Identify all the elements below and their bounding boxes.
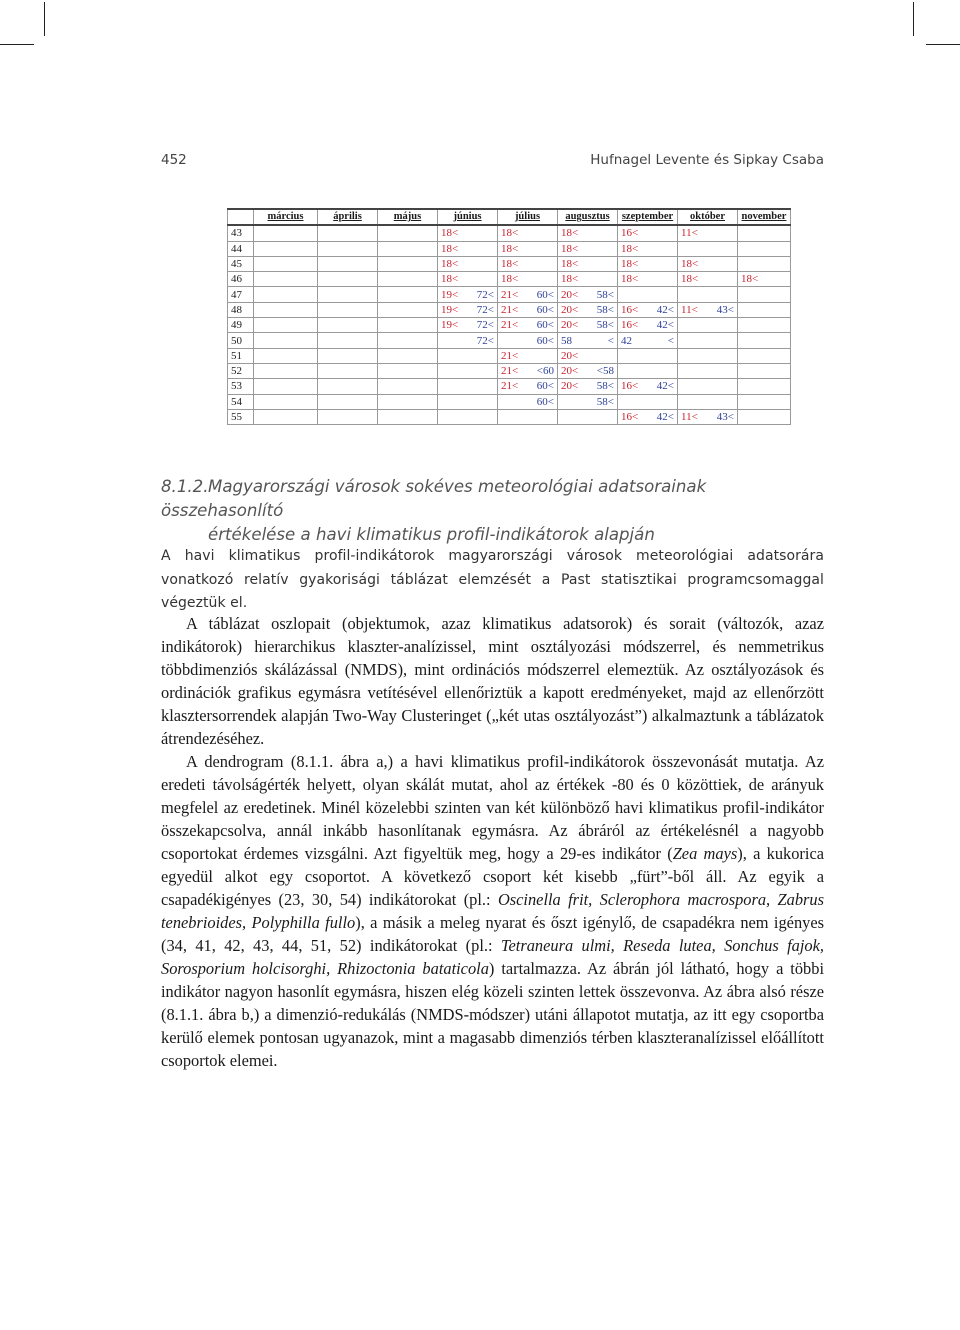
table-cell [678,225,738,241]
table-cell [558,256,618,271]
table-cell [558,409,618,424]
cell-upper-bound: 72< [476,303,494,316]
column-header: november [738,209,791,225]
cell-upper-bound: 42< [656,319,674,332]
table-cell [318,394,378,409]
row-label: 44 [228,241,254,256]
table-cell [618,225,678,241]
table-cell [558,241,618,256]
cell-lower-bound: 42 [621,334,632,347]
table-cell [558,363,618,378]
table-header-row [228,209,791,225]
species-name: Oscinella frit, Sclerophora macrospora, Zabrus tenebrioides, Polyphilla fullo [161,890,824,932]
table-cell [318,272,378,287]
cell-upper-bound: 60< [536,288,554,301]
table-cell [498,409,558,424]
crop-mark [926,44,960,45]
row-label: 52 [228,363,254,378]
table-cell [618,348,678,363]
crop-mark [0,44,34,45]
table-cell [618,272,678,287]
table-cell [378,394,438,409]
cell-upper-bound: <60 [536,365,554,378]
table-cell [738,348,791,363]
table-cell [254,348,318,363]
table-cell [738,287,791,302]
table-row [228,256,791,271]
table-row [228,394,791,409]
table-cell [378,363,438,378]
table-cell [678,241,738,256]
table-cell [438,363,498,378]
cell-value: 18< [681,273,699,286]
table-row [228,287,791,302]
cell-upper-bound: <58 [596,365,614,378]
table-cell [678,302,738,317]
table-row [228,363,791,378]
table-cell [678,363,738,378]
indicator-table-figure [227,208,791,425]
table-cell [254,225,318,241]
cell-value: 18< [621,273,639,286]
cell-upper-bound: < [667,334,674,347]
table-cell [738,394,791,409]
table-cell [738,241,791,256]
table-cell [254,272,318,287]
table-cell [558,272,618,287]
table-cell [678,348,738,363]
table-cell [378,318,438,333]
row-label: 45 [228,256,254,271]
table-cell [254,363,318,378]
row-label: 53 [228,379,254,394]
table-cell [378,272,438,287]
table-cell [558,394,618,409]
table-cell [498,333,558,348]
column-header: május [378,209,438,225]
row-label: 48 [228,302,254,317]
cell-value: 18< [501,227,519,240]
cell-lower-bound: 58 [561,334,572,347]
row-label: 51 [228,348,254,363]
table-cell [678,272,738,287]
cell-lower-bound: 19< [441,288,459,301]
cell-lower-bound: 20< [561,319,579,332]
cell-value: 18< [561,273,579,286]
table-row [228,379,791,394]
table-cell [678,287,738,302]
table-cell [558,333,618,348]
column-header [228,209,254,225]
table-cell [618,318,678,333]
table-cell [618,302,678,317]
table-cell [618,287,678,302]
table-cell [498,348,558,363]
cell-upper-bound: 42< [656,411,674,423]
table-row [228,409,791,424]
cell-value: 18< [561,227,579,240]
section-heading [161,475,827,547]
table-cell [678,333,738,348]
table-cell [498,394,558,409]
cell-value: 18< [501,258,519,271]
table-cell [438,287,498,302]
table-cell [438,318,498,333]
table-cell [678,318,738,333]
cell-upper-bound: < [607,334,614,347]
table-cell [378,333,438,348]
row-label: 54 [228,394,254,409]
indicator-table [227,208,791,425]
table-cell [738,409,791,424]
table-cell [558,225,618,241]
row-label: 43 [228,225,254,241]
cell-upper-bound: 60< [536,319,554,332]
cell-upper-bound: 58< [596,380,614,393]
table-cell [254,241,318,256]
table-cell [618,379,678,394]
text-run: A dendrogram (8.1.1. ábra a,) a havi klimatikus profil-indikátorok összevonását mutatja. Az eredeti távolságérték helyett, olyan skálát mutat, ahol az értékek -80 és 0 közöttiek, de arányuk megfelel az eredetinek. Minél közelebbi szinten van két különböző havi klimatikus profil-indikátor összekapcsolva, annál inkább hasonlítanak egymásra. Az ábráról az értékelésnél a nagyobb csoportokat érdemes vizsgálni. Azt figyeltük meg, hogy a 29-es indikátor ( [161,752,824,863]
table-cell [618,256,678,271]
table-row [228,272,791,287]
table-cell [378,379,438,394]
table-row [228,302,791,317]
cell-lower-bound: 16< [621,411,639,423]
crop-mark [913,2,914,36]
table-cell [498,318,558,333]
table-cell [318,302,378,317]
cell-lower-bound: 21< [501,288,519,301]
table-cell [438,302,498,317]
cell-value: 58< [596,395,614,408]
table-cell [378,302,438,317]
cell-upper-bound: 43< [716,411,734,423]
cell-value: 18< [561,258,579,271]
table-cell [438,333,498,348]
table-cell [678,379,738,394]
table-cell [254,318,318,333]
table-cell [738,302,791,317]
cell-value: 11< [681,227,698,240]
table-cell [438,241,498,256]
cell-value: 18< [441,242,459,255]
cell-value: 21< [501,349,519,362]
table-cell [254,394,318,409]
cell-value: 18< [501,273,519,286]
section-title-line2: értékelése a havi klimatikus profil-indikátorok alapján [208,525,655,544]
table-cell [438,272,498,287]
table-cell [498,241,558,256]
table-cell [318,318,378,333]
cell-upper-bound: 42< [656,303,674,316]
cell-value: 18< [741,273,759,286]
cell-upper-bound: 58< [596,303,614,316]
row-label: 47 [228,287,254,302]
cell-lower-bound: 16< [621,319,639,332]
table-cell [438,379,498,394]
table-cell [618,394,678,409]
table-cell [318,241,378,256]
species-name: Zea mays [672,844,738,863]
row-label: 50 [228,333,254,348]
table-cell [498,379,558,394]
cell-value: 18< [441,227,459,240]
table-row [228,241,791,256]
cell-value: 18< [441,273,459,286]
paragraph [161,750,824,1072]
paragraph: A táblázat oszlopait (objektumok, azaz klimatikus adatsorok) és sorait (változók, azaz indikátorok) hierarchikus klaszter-analízissel, mint osztályozási módszerrel, és nemmetrikus többdimenziós skálázással (NMDS), mint ordinációs módszerrel elemeztük. Az osztályozások és ordinációk grafikus egymásra vetítésével ellenőriztük a kapott eredményeket, majd az ellenőrzött klasztersorrendek alapján Two-Way Clusteringet („két utas osztályozást”) alkalmaztunk a táblázatok átrendezéséhez. [161,614,824,748]
table-cell [738,256,791,271]
cell-value: 18< [621,258,639,271]
table-cell [558,379,618,394]
table-cell [738,379,791,394]
table-cell [254,409,318,424]
cell-upper-bound: 60< [536,303,554,316]
table-cell [378,409,438,424]
table-cell [318,363,378,378]
table-cell [378,348,438,363]
section-title-line1: Magyarországi városok sokéves meteorológiai adatsorainak összehasonlító [161,477,707,520]
table-cell [618,241,678,256]
table-cell [438,256,498,271]
cell-value: 72< [476,334,494,347]
crop-mark [44,2,45,36]
table-cell [498,287,558,302]
cell-upper-bound: 42< [656,380,674,393]
cell-lower-bound: 20< [561,380,579,393]
cell-lower-bound: 16< [621,380,639,393]
table-cell [498,256,558,271]
running-header [161,152,824,172]
table-cell [438,394,498,409]
row-label: 55 [228,409,254,424]
cell-lower-bound: 19< [441,319,459,332]
cell-lower-bound: 20< [561,288,579,301]
cell-lower-bound: 11< [681,411,698,423]
table-cell [318,409,378,424]
table-cell [498,363,558,378]
lead-paragraph: A havi klimatikus profil-indikátorok magyarországi városok meteorológiai adatsorára vonatkozó relatív gyakorisági táblázat elemzését a Past statisztikai programcsomaggal végeztük el. [161,548,824,611]
section-number: 8.1.2. [161,477,209,496]
cell-lower-bound: 21< [501,319,519,332]
text-run: ) tartalmazza. Az ábrán jól látható, hogy a többi indikátor nagyon hasonlít egymásra, hiszen elég közeli szinten lettek összevonva. Az ábra alsó része (8.1.1. ábra b,) a dimenzió-redukálás (NMDS-módszer) utáni állapotot mutatja, az itt egy csoportba kerülő elemek pontosan ugyanazok, mint a magasabb dimenziós térben klaszteranalízissel előállított csoportok elemei. [161,959,824,1070]
table-cell [498,225,558,241]
table-cell [254,333,318,348]
column-header: július [498,209,558,225]
header-authors: Hufnagel Levente és Sipkay Csaba [590,152,824,168]
page-number: 452 [161,152,187,168]
cell-value: 60< [536,395,554,408]
table-cell [558,348,618,363]
column-header: augusztus [558,209,618,225]
table-cell [438,225,498,241]
column-header: szeptember [618,209,678,225]
table-cell [738,225,791,241]
table-cell [558,318,618,333]
table-cell [378,256,438,271]
table-cell [618,409,678,424]
cell-value: 60< [536,334,554,347]
cell-upper-bound: 43< [716,303,734,316]
table-cell [318,348,378,363]
table-cell [254,379,318,394]
column-header: október [678,209,738,225]
species-name: Tetraneura ulmi, Reseda lutea, Sonchus fajok, Sorosporium holcisorghi, Rhizoctonia bataticola [161,936,824,978]
table-cell [378,225,438,241]
table-cell [318,379,378,394]
cell-value: 16< [621,227,639,240]
table-cell [438,409,498,424]
table-cell [738,363,791,378]
cell-lower-bound: 19< [441,303,459,316]
cell-upper-bound: 72< [476,288,494,301]
table-cell [318,333,378,348]
table-cell [498,272,558,287]
body-text [161,612,824,1072]
table-cell [254,287,318,302]
table-cell [558,302,618,317]
cell-upper-bound: 60< [536,380,554,393]
table-cell [318,225,378,241]
table-cell [678,256,738,271]
table-cell [438,348,498,363]
table-row [228,333,791,348]
table-cell [738,333,791,348]
table-cell [254,256,318,271]
cell-upper-bound: 58< [596,319,614,332]
table-cell [498,302,558,317]
column-header: március [254,209,318,225]
table-row [228,318,791,333]
text-run: ), a kukorica egyedül alkot egy csoportot. A következő csoport két kisebb „fürt”-ből áll. Az egyik a csapadékigényes (23, 30, 54) indikátorokat (pl.: [161,844,824,909]
table-cell [678,409,738,424]
row-label: 46 [228,272,254,287]
table-cell [738,272,791,287]
cell-value: 18< [681,258,699,271]
column-header: április [318,209,378,225]
cell-lower-bound: 11< [681,303,698,316]
cell-value: 18< [621,242,639,255]
table-cell [318,287,378,302]
table-row [228,348,791,363]
table-cell [738,318,791,333]
cell-lower-bound: 20< [561,303,579,316]
column-header: június [438,209,498,225]
cell-value: 18< [441,258,459,271]
table-cell [378,241,438,256]
table-cell [378,287,438,302]
cell-value: 18< [561,242,579,255]
table-cell [678,394,738,409]
cell-lower-bound: 21< [501,303,519,316]
row-label: 49 [228,318,254,333]
cell-lower-bound: 21< [501,380,519,393]
cell-upper-bound: 72< [476,319,494,332]
text-run: ), a másik a meleg nyarat és őszt igénylő, de csapadékra nem igényes (34, 41, 42, 43, 44, 51, 52) indikátorokat (pl.: [161,913,824,955]
cell-lower-bound: 16< [621,303,639,316]
table-cell [618,363,678,378]
cell-value: 20< [561,349,579,362]
table-cell [558,287,618,302]
table-cell [618,333,678,348]
cell-lower-bound: 21< [501,365,519,378]
cell-lower-bound: 20< [561,365,579,378]
table-row [228,225,791,241]
cell-upper-bound: 58< [596,288,614,301]
table-cell [254,302,318,317]
cell-value: 18< [501,242,519,255]
table-cell [318,256,378,271]
